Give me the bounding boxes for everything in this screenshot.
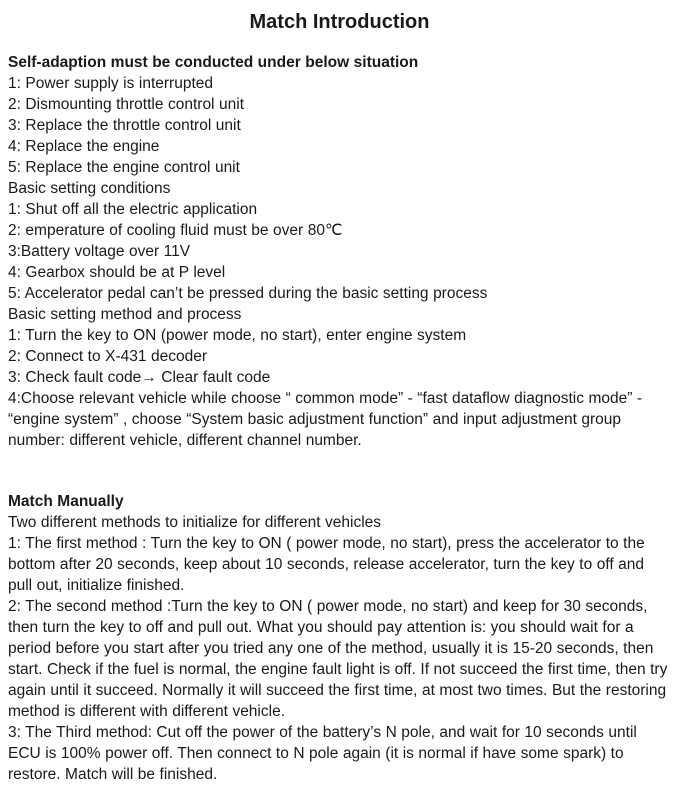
- list-item: 4: Replace the engine: [8, 138, 160, 155]
- list-item: 3:Battery voltage over 11V: [8, 243, 191, 260]
- subsection-heading-conditions: Basic setting conditions: [8, 180, 171, 197]
- method-paragraph: 1: The first method : Turn the key to ON ( power mode, no start), press the accelerator to the bottom after 20 seconds, keep about 10 seconds, release accelerator, turn the key to off and pull out, initialize finished.: [8, 535, 645, 594]
- section-heading-match-manually: Match Manually: [8, 493, 124, 510]
- list-item: 1: Power supply is interrupted: [8, 75, 213, 92]
- section-self-adaption: [8, 52, 671, 451]
- list-item: 5: Accelerator pedal can’t be pressed during the basic setting process: [8, 285, 488, 302]
- section-heading-self-adaption: Self-adaption must be conducted under below situation: [8, 54, 419, 71]
- subsection-heading-method: Basic setting method and process: [8, 306, 242, 323]
- method-paragraph: 2: The second method :Turn the key to ON ( power mode, no start) and keep for 30 seconds, then turn the key to off and pull out. What you should pay attention is: you should wait for a period before you start after you tried any one of the method, usually it is 15-20 seconds, then start. Check if the fuel is normal, the engine fault light is off. If not succeed the first time, then try again until it succeed. Normally it will succeed the first time, at most two times. But the restoring method is different with different vehicle.: [8, 598, 668, 720]
- method-step-paragraph: 4:Choose relevant vehicle while choose “ common mode” - “fast dataflow diagnostic mode” - “engine system” , choose “System basic adjustment function” and input adjustment group number: different vehicle, different channel number.: [8, 390, 643, 449]
- list-item: 2: Connect to X-431 decoder: [8, 348, 207, 365]
- list-item: 1: Turn the key to ON (power mode, no start), enter engine system: [8, 327, 467, 344]
- list-item: 5: Replace the engine control unit: [8, 159, 240, 176]
- list-item: 1: Shut off all the electric application: [8, 201, 258, 218]
- list-item: 3: Replace the throttle control unit: [8, 117, 241, 134]
- list-item: 2: Dismounting throttle control unit: [8, 96, 245, 113]
- list-item: 3: Check fault code→ Clear fault code: [8, 369, 271, 386]
- section-subheading: Two different methods to initialize for different vehicles: [8, 514, 382, 531]
- list-item: 2: emperature of cooling fluid must be over 80℃: [8, 222, 343, 239]
- list-item: 4: Gearbox should be at P level: [8, 264, 226, 281]
- method-paragraph: 3: The Third method: Cut off the power of the battery’s N pole, and wait for 10 seconds until ECU is 100% power off. Then connect to N pole again (it is normal if have some spark) to restore. Match will be finished.: [8, 724, 637, 783]
- page-title: Match Introduction: [249, 11, 430, 33]
- section-match-manually: [8, 491, 671, 785]
